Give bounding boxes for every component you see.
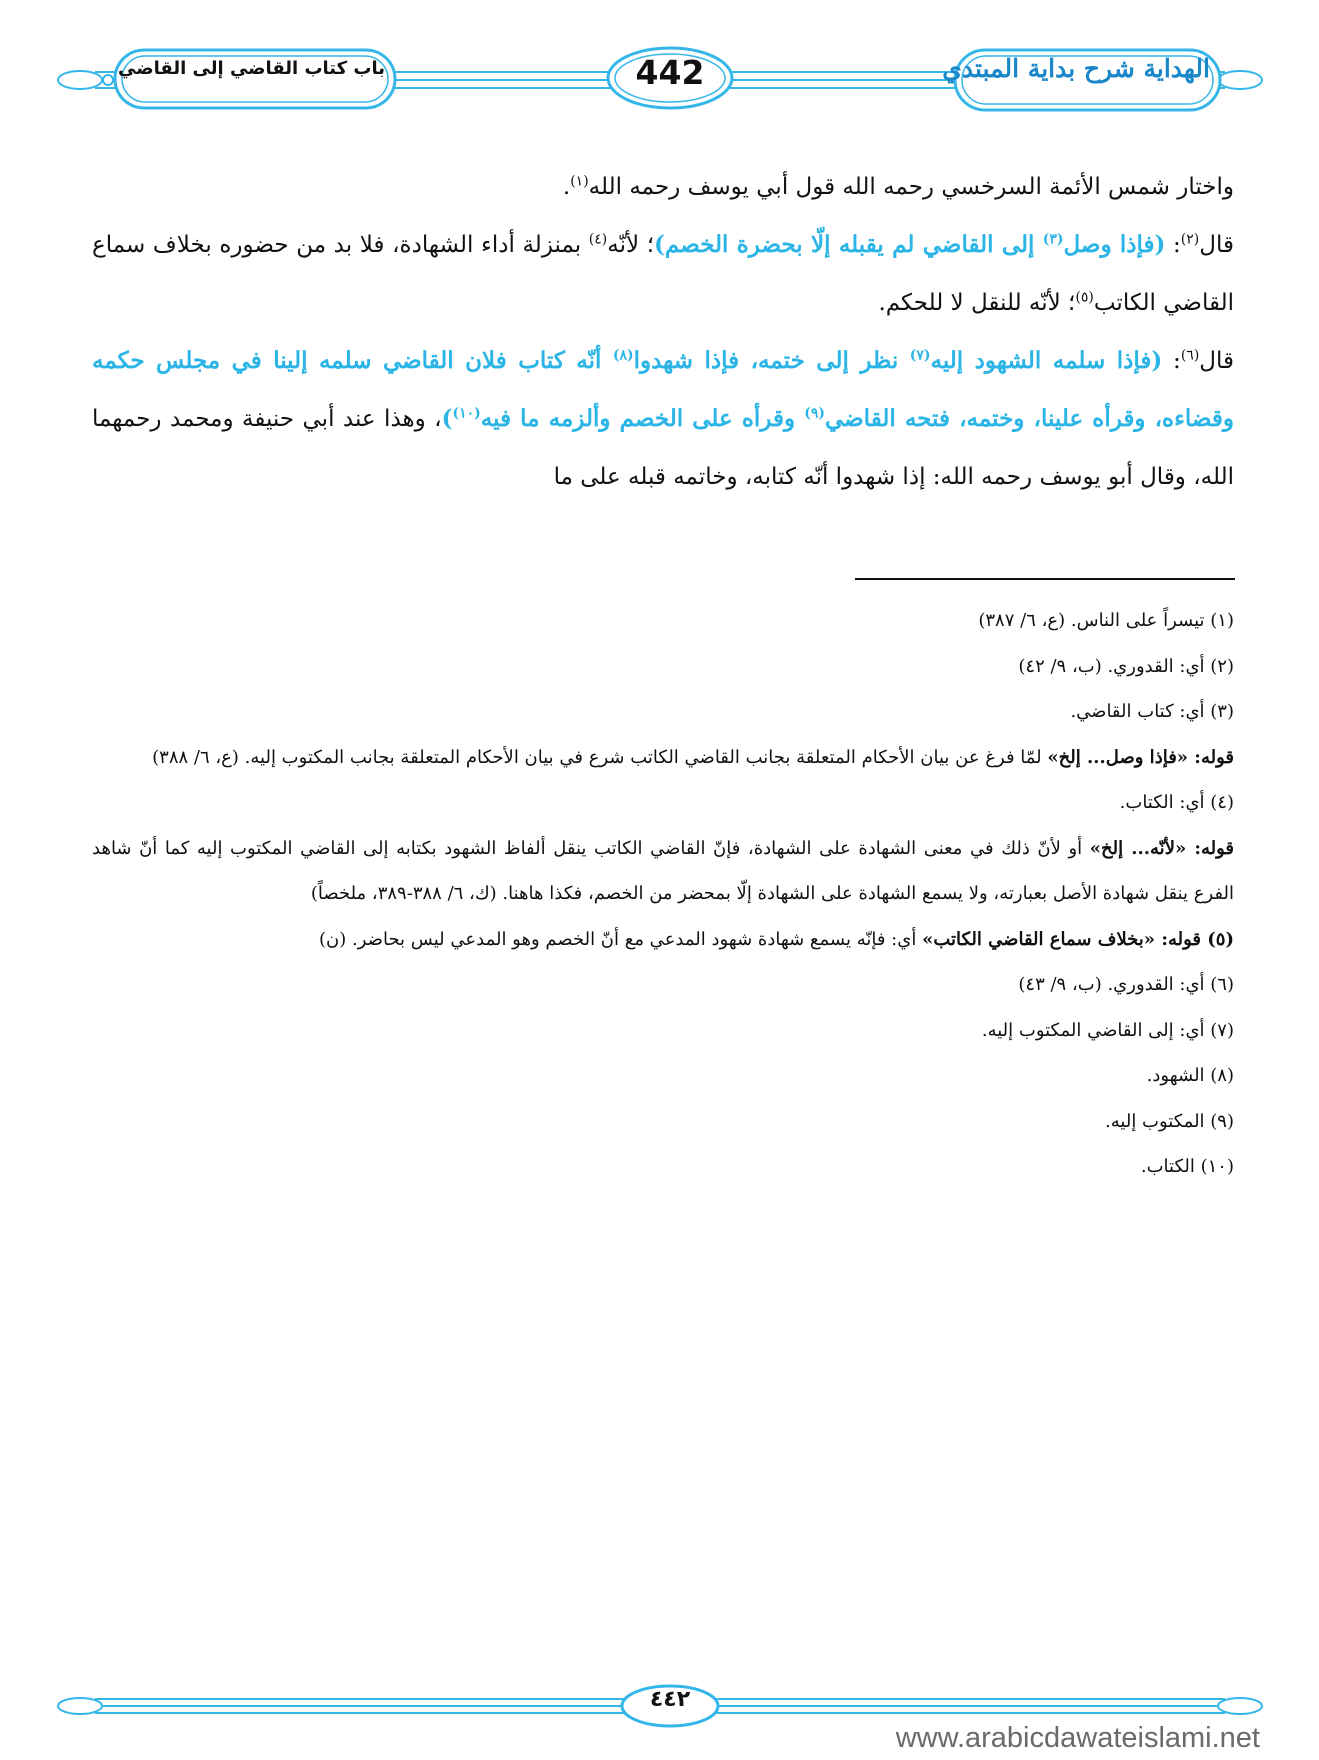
footnote-3: (٣) أي: كتاب القاضي. — [1070, 701, 1234, 722]
page-number-bottom: ٤٤٢ — [649, 1687, 691, 1712]
footnote-6: (٦) أي: القدوري. (ب، ٩/ ٤٣) — [1018, 974, 1234, 995]
paragraph-2: قال$^{(٢)}$: (فإذا وصل$^{(٣)}$ إلى القاضي لم يقبله إلّا بحضرة الخصم)؛ لأنّه$^{(٤)}$ بمنزلة أداء الشهادة، فلا بد من حضوره بخلاف سماع القاضي الكاتب$^{(٥)}$؛ لأنّه للنقل لا للحكم. — [92, 231, 1234, 316]
paragraph-3: قال$^{(٦)}$: (فإذا سلمه الشهود إليه$^{(٧)}$ نظر إلى ختمه، فإذا شهدوا$^{(٨)}$ أنّه كتاب فلان القاضي سلمه إلينا في مجلس حكمه وقضاءه، وقرأه علينا، وختمه، فتحه القاضي$^{(٩)}$ وقرأه على الخصم وألزمه ما فيه$^{(١٠)}$)، وهذا عند أبي حنيفة ومحمد رحمهما الله، وقال أبو يوسف رحمه الله: إذا شهدوا أنّه كتابه، وخاتمه قبله على ما — [92, 347, 1234, 490]
footnote-4: (٤) أي: الكتاب. — [1119, 792, 1234, 813]
footnote-7: (٧) أي: إلى القاضي المكتوب إليه. — [981, 1019, 1234, 1041]
page-header — [0, 0, 1319, 160]
website-url[interactable]: www.arabicdawateislami.net — [895, 1722, 1260, 1754]
footnote-10: (١٠) الكتاب. — [1140, 1156, 1234, 1177]
paragraph-1: واختار شمس الأئمة السرخسي رحمه الله قول أبي يوسف رحمه الله$^{(١)}$. — [562, 173, 1234, 200]
footnote-2: (٢) أي: القدوري. (ب، ٩/ ٤٢) — [1018, 655, 1234, 677]
footnotes — [92, 598, 1234, 1190]
footnote-5: (٥) قوله: «بخلاف سماع القاضي الكاتب» أي: فإنّه يسمع شهادة شهود المدعي مع أنّ الخصم وهو المدعي ليس بحاضر. (ن) — [319, 928, 1234, 950]
footnote-1: (١) تيسراً على الناس. (ع، ٦/ ٣٨٧) — [978, 610, 1234, 631]
main-text — [92, 158, 1234, 506]
chapter-title: باب كتاب القاضي إلى القاضي — [118, 58, 385, 79]
book-title: الهداية شرح بداية المبتدي — [942, 54, 1210, 83]
commentary-1: قوله: «فإذا وصل... إلخ» لمّا فرغ عن بيان الأحكام المتعلقة بجانب القاضي الكاتب شرع في بيان الأحكام المتعلقة بجانب المكتوب إليه. (ع، ٦/ ٣٨٨) — [152, 746, 1234, 768]
page-number-top: 442 — [635, 53, 705, 92]
footnote-9: (٩) المكتوب إليه. — [1105, 1110, 1234, 1132]
commentary-2: قوله: «لأنّه... إلخ» أو لأنّ ذلك في معنى الشهادة على الشهادة، فإنّ القاضي الكاتب ينقل ألفاظ الشهود بكتابه إلى القاضي المكتوب إليه كما أنّ شاهد الفرع ينقل شهادة الأصل بعبارته، ولا يسمع الشهادة على الشهادة إلّا بمحضر من الخصم، فكذا هاهنا. (ك، ٦/ ٣٨٨-٣٨٩، ملخصاً) — [92, 837, 1235, 904]
footnote-8: (٨) الشهود. — [1146, 1065, 1234, 1086]
footnote-separator — [855, 578, 1235, 580]
